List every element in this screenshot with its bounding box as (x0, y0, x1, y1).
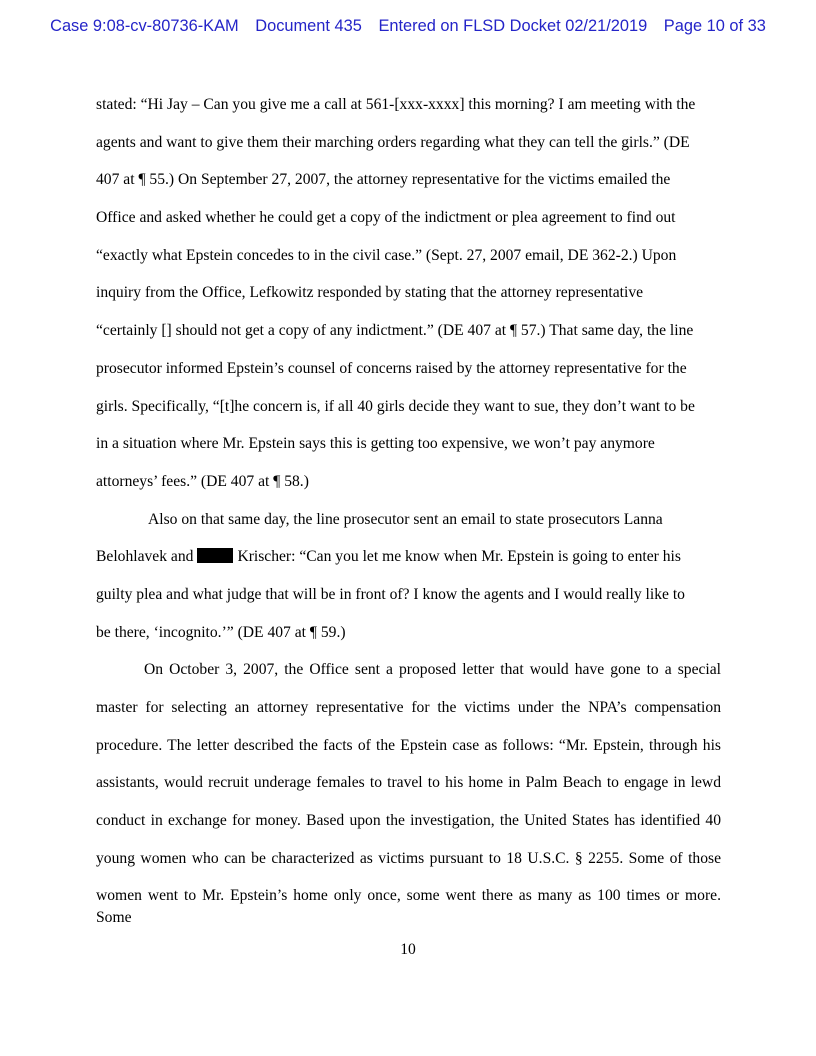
text-line: be there, ‘incognito.’” (DE 407 at ¶ 59.) (96, 623, 346, 641)
text-line: girls. Specifically, “[t]he concern is, if all 40 girls decide they want to sue, they don’t want to be (96, 397, 695, 415)
text-line: in a situation where Mr. Epstein says this is getting too expensive, we won’t pay anymore (96, 435, 655, 453)
redacted-line (96, 546, 721, 584)
text-line: “certainly [] should not get a copy of any indictment.” (DE 407 at ¶ 57.) That same day, the line (96, 322, 694, 340)
document-body (96, 94, 721, 927)
text-line: inquiry from the Office, Lefkowitz responded by stating that the attorney representative (96, 284, 644, 302)
text-line: women went to Mr. Epstein’s home only once, some went there as many as 100 times or more. Some (96, 887, 721, 927)
text-line: attorneys’ fees.” (DE 407 at ¶ 58.) (96, 472, 309, 490)
text-line: master for selecting an attorney representative for the victims under the NPA’s compensation (96, 699, 721, 716)
paragraph-start: Also on that same day, the line prosecutor sent an email to state prosecutors Lanna (148, 510, 663, 528)
page-indicator: Page 10 of 33 (663, 17, 766, 35)
redacted-line-after: Krischer: “Can you let me know when Mr. Epstein is going to enter his (237, 548, 681, 566)
redacted-line-before: Belohlavek and (96, 548, 194, 566)
case-number: Case 9:08-cv-80736-KAM (50, 17, 239, 35)
text-line: agents and want to give them their marching orders regarding what they can tell the girls.” (DE (96, 133, 690, 151)
text-line: young women who can be characterized as victims pursuant to 18 U.S.C. § 2255. Some of those (96, 849, 721, 867)
document-number: Document 435 (255, 17, 362, 35)
text-line: Office and asked whether he could get a copy of the indictment or plea agreement to find out (96, 209, 676, 227)
text-line: procedure. The letter described the facts of the Epstein case as follows: “Mr. Epstein, through his (96, 736, 721, 754)
redaction-block (197, 548, 233, 563)
text-line: prosecutor informed Epstein’s counsel of concerns raised by the attorney representative for the (96, 359, 687, 377)
paragraph-start: On October 3, 2007, the Office sent a proposed letter that would have gone to a special (144, 661, 721, 679)
text-line: stated: “Hi Jay – Can you give me a call at 561-[xxx-xxxx] this morning? I am meeting with the (96, 96, 696, 113)
text-line: 407 at ¶ 55.) On September 27, 2007, the attorney representative for the victims emailed the (96, 171, 671, 189)
page-number: 10 (400, 941, 416, 958)
text-line: guilty plea and what judge that will be in front of? I know the agents and I would really like to (96, 585, 685, 603)
docket-header (0, 17, 816, 36)
text-line: assistants, would recruit underage females to travel to his home in Palm Beach to engage in lewd (96, 774, 721, 792)
entered-date: Entered on FLSD Docket 02/21/2019 (378, 17, 648, 35)
text-line: conduct in exchange for money. Based upon the investigation, the United States has identified 40 (96, 812, 721, 830)
text-line: “exactly what Epstein concedes to in the civil case.” (Sept. 27, 2007 email, DE 362-2.) Upon (96, 246, 677, 264)
